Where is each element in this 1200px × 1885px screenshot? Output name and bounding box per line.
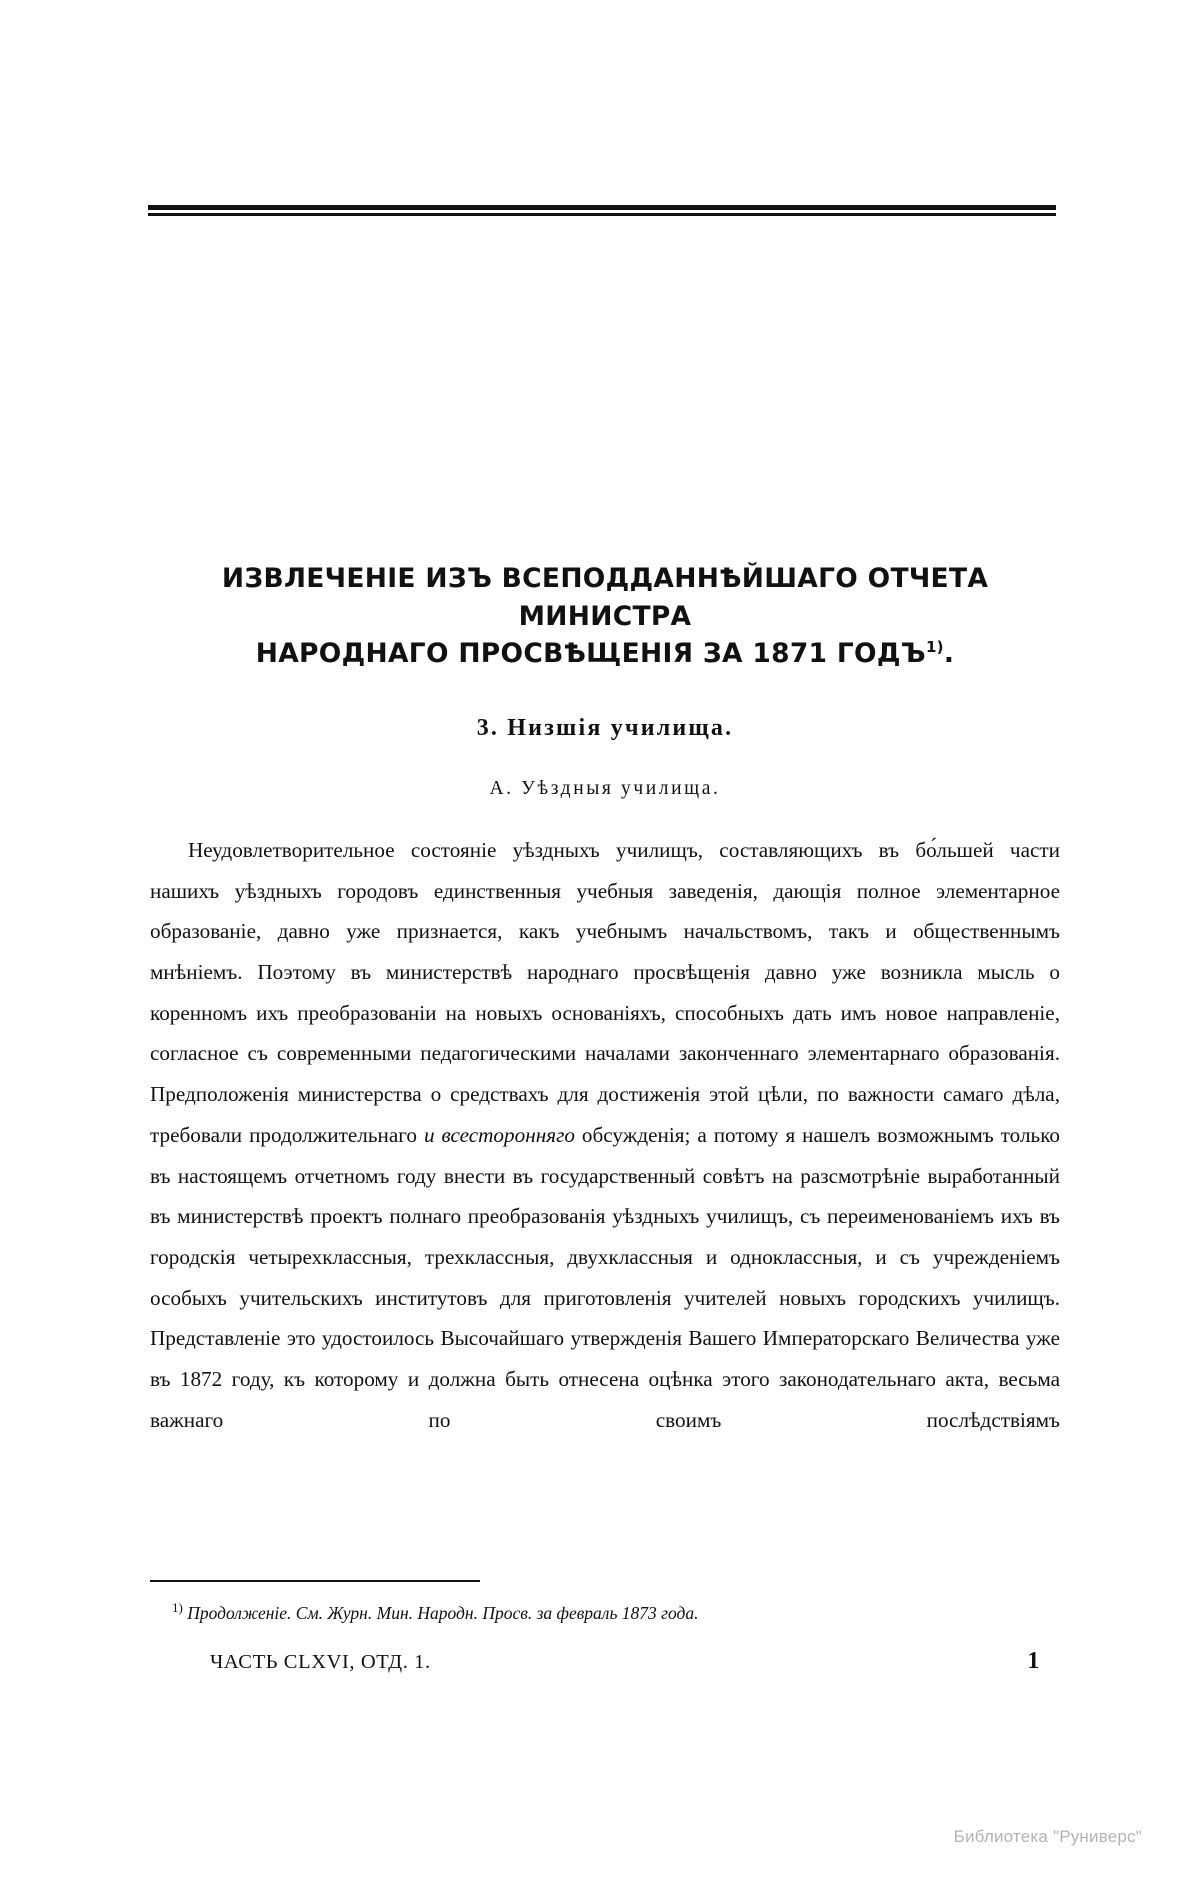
page-footer <box>150 1648 1060 1675</box>
footnote-text: Продолженіе. См. Журн. Мин. Народн. Просв. за февраль 1873 года. <box>187 1602 699 1623</box>
top-double-rule <box>148 205 1056 216</box>
footnote <box>150 1600 1082 1624</box>
title-footnote-marker: 1) <box>925 638 944 657</box>
page-title <box>150 560 1060 673</box>
page-number: 1 <box>1027 1648 1040 1674</box>
footnote-separator <box>150 1580 480 1582</box>
title-line-1: ИЗВЛЕЧЕНІЕ ИЗЪ ВСЕПОДДАННѢЙШАГО ОТЧЕТА МИНИСТРА <box>221 563 989 632</box>
rule-thick <box>148 205 1056 210</box>
body-part-2: обсужденія; а потому я нашелъ возможнымъ только въ настоящемъ отчетномъ году внести въ государственный совѣтъ на разсмотрѣніе выработанный въ министерствѣ проектъ полнаго преобразованія уѣздныхъ училищъ, съ переименованіемъ ихъ въ городскія четырехклассныя, трехклассныя, двухклассныя и одноклассныя, и съ учрежденіемъ особыхъ учительскихъ институтовъ для приготовленія учителей новыхъ городскихъ училищъ. Представленіе это удостоилось Высочайшаго утвержденія Вашего Императорскаго Величества уже въ 1872 году, къ которому и должна быть отнесена оцѣнка этого законодательнаго акта, весьма важнаго по своимъ послѣдствіямъ <box>150 1122 1061 1432</box>
section-heading: 3. Низшія училища. <box>476 714 734 741</box>
footnote-marker: 1) <box>172 1600 183 1615</box>
page-content <box>150 560 1060 1440</box>
body-italic-phrase: и всесторонняго <box>424 1122 575 1147</box>
library-watermark: Библиотека "Руниверс" <box>953 1827 1142 1846</box>
body-paragraph <box>150 830 1060 1441</box>
title-trailing-period: . <box>943 638 955 670</box>
rule-thin <box>148 213 1056 216</box>
body-part-1: Неудовлетворительное состояніе уѣздныхъ училищъ, составляющихъ въ бо́льшей части нашихъ уѣздныхъ городовъ единственныя учебныя заведенія, дающія полное элементарное образованіе, давно уже признается, какъ учебнымъ начальствомъ, такъ и общественнымъ мнѣніемъ. Поэтому въ министерствѣ народнаго просвѣщенія давно уже возникла мысль о коренномъ ихъ преобразованіи на новыхъ основаніяхъ, способныхъ дать имъ новое направленіе, согласное съ современными педагогическими началами законченнаго элементарнаго образованія. Предположенія министерства о средствахъ для достиженія этой цѣли, по важности самаго дѣла, требовали продолжительнаго <box>150 837 1060 1147</box>
title-line-2 <box>150 635 1060 673</box>
title-line-2-text: НАРОДНАГО ПРОСВѢЩЕНІЯ ЗА 1871 ГОДЪ <box>255 638 926 670</box>
subsection-heading: А. Уѣздныя училища. <box>489 777 721 799</box>
volume-signature: ЧАСТЬ CLXVI, ОТД. 1. <box>210 1651 431 1673</box>
